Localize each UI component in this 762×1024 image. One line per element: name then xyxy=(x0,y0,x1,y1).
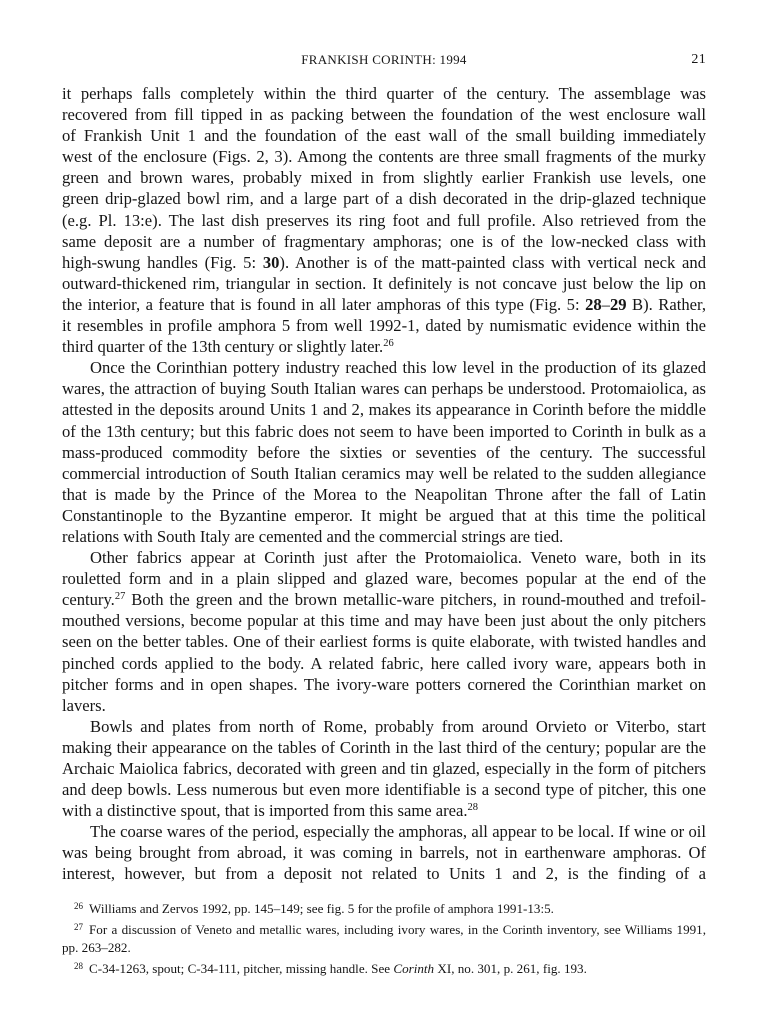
text-run: the interior, a feature that is found in all later amphoras of this type (Fig. 5: xyxy=(62,294,586,314)
footnote-text: C-34-1263, spout; C-34-111, pitcher, missing handle. See xyxy=(89,961,394,976)
paragraph-line: outward-thickened rim, triangular in section. It definitely is not concave just below the lip on xyxy=(62,273,706,293)
paragraph-line: green and brown wares, probably mixed in from slightly earlier Frankish use levels, one xyxy=(62,168,706,188)
footnote-italic-title: Corinth xyxy=(393,961,435,976)
paragraph-line xyxy=(62,252,706,273)
footnote-number: 26 xyxy=(74,901,83,911)
paragraph-line: (e.g. Pl. 13:e). The last dish preserves its ring foot and full profile. Also retrieved from the xyxy=(62,210,706,230)
footnote-text: For a discussion of Veneto and metallic wares, including ivory wares, in the Corinth inventory, see Williams 1991, pp. 263–282. xyxy=(62,922,706,955)
text-run: high-swung handles (Fig. 5: xyxy=(62,252,263,272)
en-dash: – xyxy=(601,294,610,314)
figure-ref-29: 29 xyxy=(609,294,627,314)
text-run: Other fabrics appear at Corinth just after the Protomaiolica. Veneto ware, both in its rouletted form and in a plain slipped and glazed ware, becomes popular at the end of the century. xyxy=(62,548,706,610)
paragraph-3 xyxy=(62,547,706,716)
footnote-26 xyxy=(62,900,706,918)
paragraph-line: recovered from fill tipped in as packing between the foundation of the west enclosure wall xyxy=(62,105,706,125)
paragraph-line: it resembles in profile amphora 5 from well 1992-1, dated by numismatic evidence within the xyxy=(62,316,706,336)
paragraph-2: Once the Corinthian pottery industry reached this low level in the production of its glazed wares, the attraction of buying South Italian wares can perhaps be understood. Protomaiolica, as attested in the deposits around Units 1 and 2, makes its appearance in Corinth before the middle of the 13th century; but this fabric does not seem to have been imported to Corinth in bulk as a mass-produced commodity before the sixties or seventies of the century. The successful commercial introduction of South Italian ceramics may well be related to the sudden allegiance that is made by the Prince of the Morea to the Neapolitan Throne after the fall of Latin Constantinople to the Byzantine emperor. It might be argued that at this time the political relations with South Italy are cemented and the commercial strings are tied. xyxy=(62,358,706,546)
text-run: Both the green and the brown metallic-ware pitchers, in round-mouthed and trefoil-mouthed versions, become popular at this time and may have been just about the only pitchers seen on the better tables. One of their earliest forms is quite elaborate, with twisted handles and pinched cords applied to the body. A related fabric, here called ivory ware, appears both in pitcher forms and in open shapes. The ivory-ware potters cornered the Corinthian market on lavers. xyxy=(62,590,706,715)
paragraph-line: west of the enclosure (Figs. 2, 3). Among the contents are three small fragments of the murky xyxy=(62,147,706,167)
footnote-number: 28 xyxy=(74,961,83,971)
running-title: FRANKISH CORINTH: 1994 xyxy=(301,52,467,67)
page-number: 21 xyxy=(691,52,706,67)
paragraph-1 xyxy=(62,83,706,357)
journal-page xyxy=(62,0,706,1024)
text-run: third quarter of the 13th century or slightly later. xyxy=(62,337,384,357)
figure-ref-30: 30 xyxy=(262,252,280,272)
footnote-number: 27 xyxy=(74,922,83,932)
paragraph-line: same deposit are a number of fragmentary amphoras; one is of the low-necked class with xyxy=(62,231,706,251)
footnote-text: XI, no. 301, p. 261, fig. 193. xyxy=(434,961,587,976)
paragraph-line xyxy=(62,336,706,357)
text-run: ). Another is of the matt-painted class with vertical neck and xyxy=(279,252,707,272)
footnote-28 xyxy=(62,960,706,978)
footnote-ref-28[interactable]: 28 xyxy=(467,802,479,814)
footnote-text: Williams and Zervos 1992, pp. 145–149; see fig. 5 for the profile of amphora 1991-13:5. xyxy=(89,901,554,916)
running-head xyxy=(62,52,706,70)
paragraph-4 xyxy=(62,716,706,821)
footnote-ref-27[interactable]: 27 xyxy=(114,591,126,603)
paragraph-5: The coarse wares of the period, especially the amphoras, all appear to be local. If wine or oil was being brought from abroad, it was coming in barrels, not in earthenware amphoras. Of interest, however, but from a deposit not related to Units 1 and 2, is the finding of a xyxy=(62,822,706,884)
footnotes xyxy=(62,900,706,981)
paragraph-line: green drip-glazed bowl rim, and a large part of a dish decorated in the drip-glazed technique xyxy=(62,189,706,209)
paragraph-line: it perhaps falls completely within the third quarter of the century. The assemblage was xyxy=(62,84,706,103)
body-text xyxy=(62,83,706,885)
paragraph-line: of Frankish Unit 1 and the foundation of the east wall of the small building immediately xyxy=(62,126,706,146)
paragraph-line xyxy=(62,294,706,315)
footnote-ref-26[interactable]: 26 xyxy=(383,338,394,350)
text-run: B). Rather, xyxy=(626,294,706,314)
footnote-27 xyxy=(62,921,706,957)
text-run: Bowls and plates from north of Rome, probably from around Orvieto or Viterbo, start making their appearance on the tables of Corinth in the last third of the century; popular are the Archaic Maiolica fabrics, decorated with green and tin glazed, especially in the form of pitchers and deep bowls. Less numerous but even more identifiable is a second type of pitcher, this one with a distinctive spout, that is imported from this same area. xyxy=(62,716,706,821)
figure-ref-28: 28 xyxy=(585,294,602,314)
